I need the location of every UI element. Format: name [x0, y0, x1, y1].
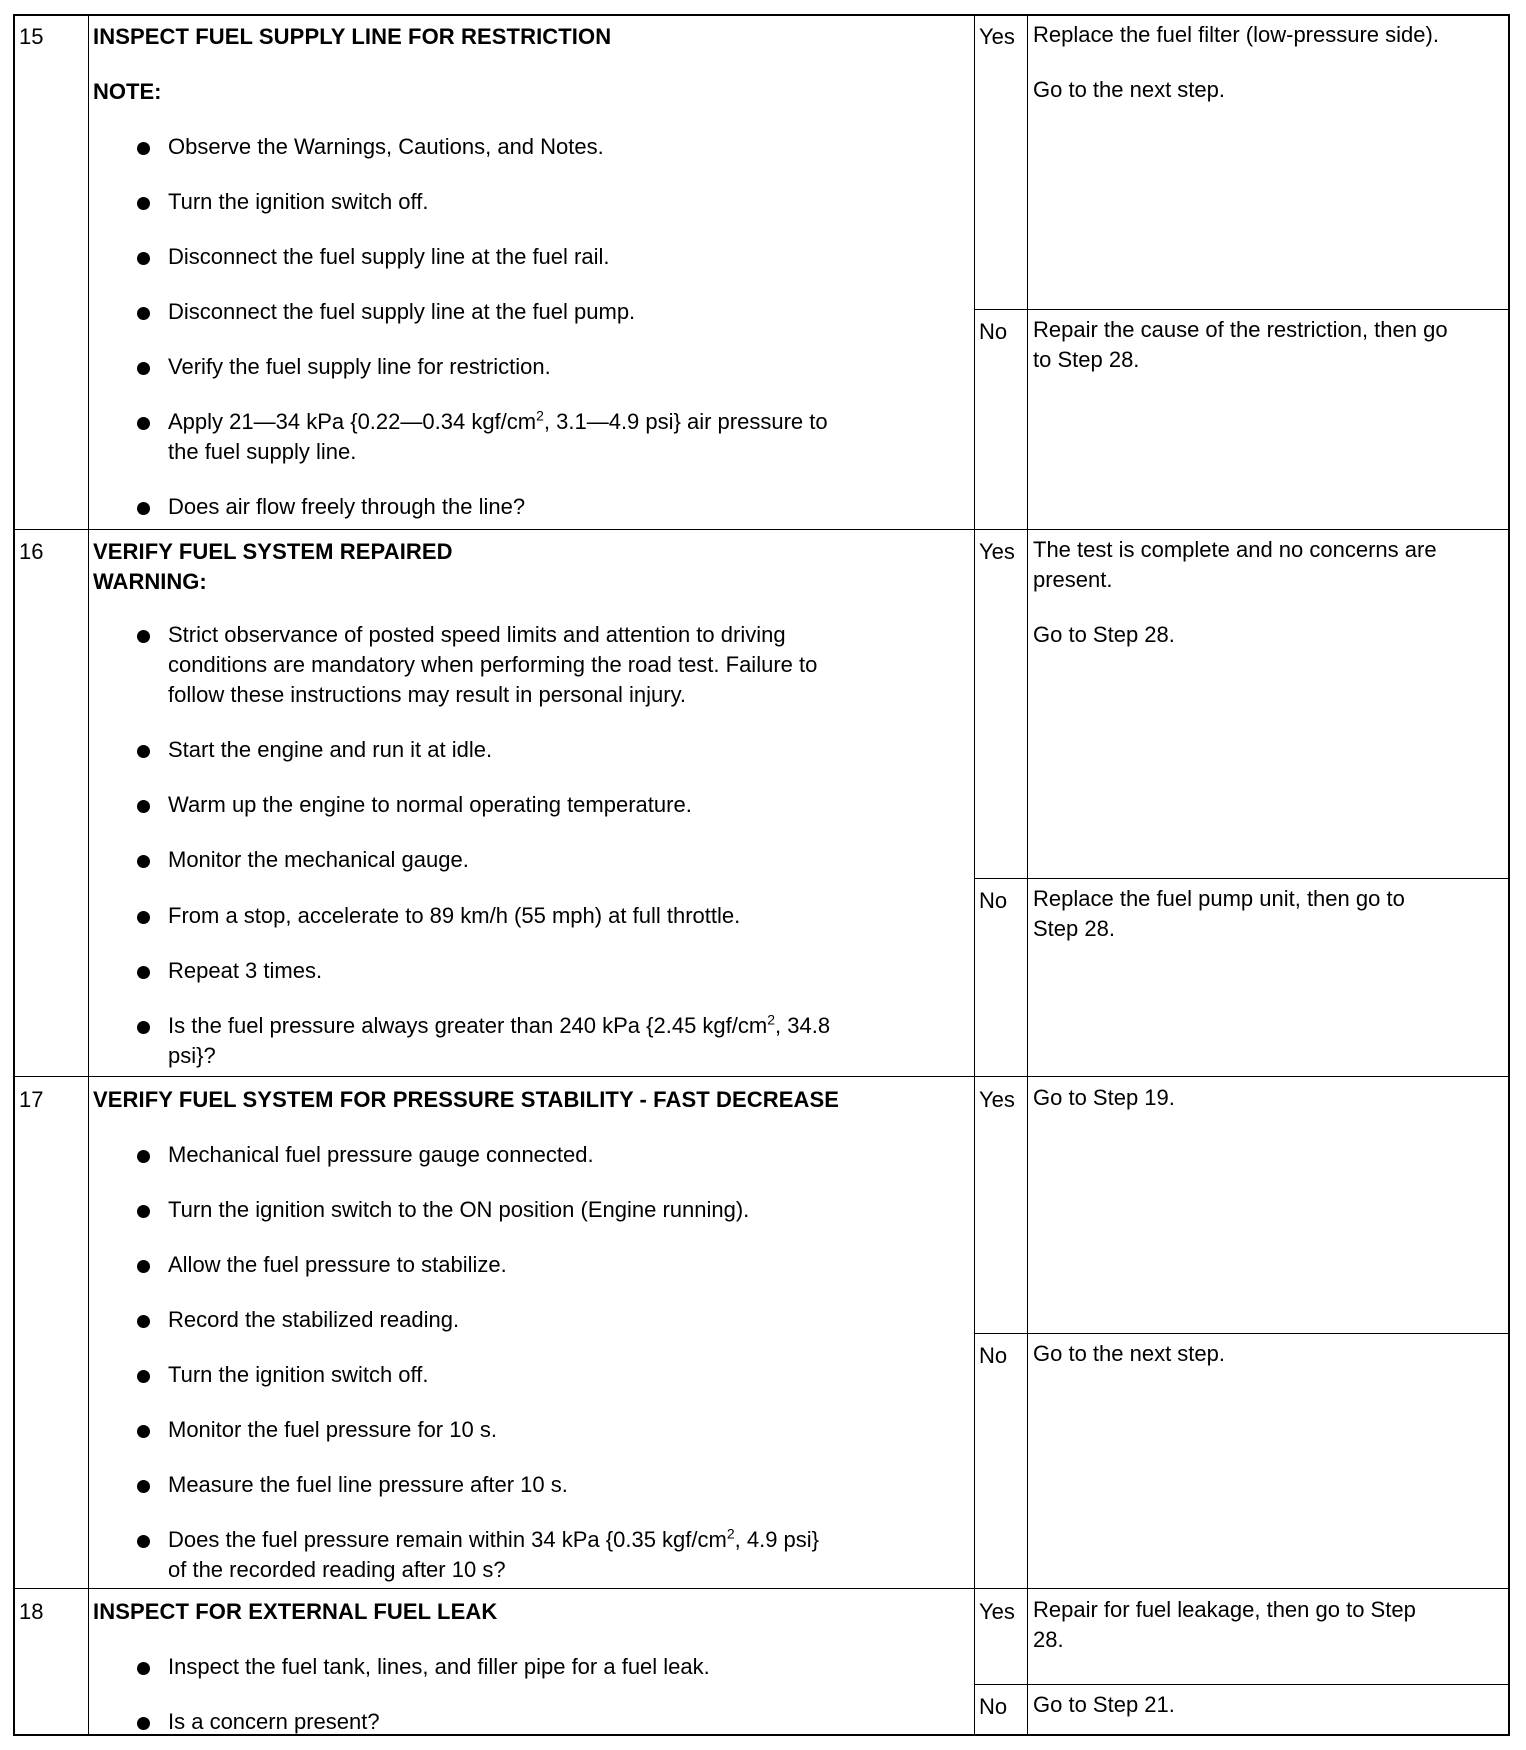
bullet-text-part: of the recorded reading after 10 s?: [168, 1557, 506, 1582]
no-result: [1033, 1339, 1513, 1369]
yes-label: Yes: [979, 24, 1015, 49]
row-divider-16-17: [13, 1076, 1510, 1077]
row-divider-17-18: [13, 1588, 1510, 1589]
bullet-text: Mechanical fuel pressure gauge connected.: [168, 1142, 594, 1167]
yes-result: [1033, 20, 1513, 105]
warning-line: conditions are mandatory when performing the road test. Failure to: [168, 652, 818, 677]
result-line: The test is complete and no concerns are: [1033, 537, 1437, 562]
step-title: INSPECT FOR EXTERNAL FUEL LEAK: [93, 1599, 498, 1624]
bullet-icon: [137, 630, 150, 643]
warning-label: WARNING:: [93, 569, 207, 594]
bullet-text-part: Apply 21—34 kPa {0.22—0.34 kgf/cm: [168, 409, 537, 434]
note-label: NOTE:: [93, 79, 162, 104]
result-line: to Step 28.: [1033, 347, 1140, 372]
col-divider-answer: [974, 14, 975, 1736]
bullet-icon: [137, 1150, 150, 1163]
bullet-text-part: Is the fuel pressure always greater than 240 kPa {2.45 kgf/cm: [168, 1013, 768, 1038]
result-line: Repair for fuel leakage, then go to Step: [1033, 1597, 1416, 1622]
yes-result: [1033, 1595, 1513, 1655]
bullet-icon: [137, 1021, 150, 1034]
bullet-icon: [137, 1260, 150, 1273]
bullet-text: Repeat 3 times.: [168, 958, 323, 983]
step-number: 16: [19, 539, 44, 564]
col-divider-step: [88, 14, 89, 1736]
yes-no-divider-15: [974, 309, 1510, 310]
no-label: No: [979, 319, 1008, 344]
yes-no-divider-16: [974, 878, 1510, 879]
superscript: 2: [726, 1525, 735, 1542]
bullet-text: Start the engine and run it at idle.: [168, 737, 493, 762]
step-title: INSPECT FUEL SUPPLY LINE FOR RESTRICTION: [93, 24, 612, 49]
col-divider-result: [1027, 14, 1028, 1736]
bullet-icon: [137, 502, 150, 515]
step-title: VERIFY FUEL SYSTEM REPAIRED: [93, 539, 453, 564]
yes-result: [1033, 1083, 1513, 1113]
bullet-text: Disconnect the fuel supply line at the fuel rail.: [168, 244, 610, 269]
bullet-icon: [137, 1535, 150, 1548]
bullet-text: Verify the fuel supply line for restriction.: [168, 354, 551, 379]
row-divider-15-16: [13, 529, 1510, 530]
yes-label: Yes: [979, 539, 1015, 564]
bullet-icon: [137, 1480, 150, 1493]
yes-no-divider-18: [974, 1684, 1510, 1685]
step-title: VERIFY FUEL SYSTEM FOR PRESSURE STABILITY - FAST DECREASE: [93, 1087, 840, 1112]
bullet-icon: [137, 966, 150, 979]
result-line: Go to Step 21.: [1033, 1692, 1175, 1717]
yes-label: Yes: [979, 1599, 1015, 1624]
bullet-text: Record the stabilized reading.: [168, 1307, 460, 1332]
no-label: No: [979, 1694, 1008, 1719]
bullet-icon: [137, 1662, 150, 1675]
no-label: No: [979, 888, 1008, 913]
bullet-icon: [137, 855, 150, 868]
no-result: [1033, 1690, 1513, 1720]
no-result: [1033, 315, 1513, 375]
bullet-text: Is a concern present?: [168, 1709, 380, 1734]
bullet-text-pressure: [168, 407, 958, 467]
bullet-text: Measure the fuel line pressure after 10 s.: [168, 1472, 568, 1497]
result-line: present.: [1033, 567, 1113, 592]
bullet-icon: [137, 1717, 150, 1730]
bullet-icon: [137, 1205, 150, 1218]
bullet-text: Observe the Warnings, Cautions, and Notes.: [168, 134, 604, 159]
bullet-text: Monitor the mechanical gauge.: [168, 847, 469, 872]
step-number: 18: [19, 1599, 44, 1624]
bullet-icon: [137, 1370, 150, 1383]
bullet-text-pressure: [168, 1011, 958, 1071]
result-line: Go to Step 19.: [1033, 1085, 1175, 1110]
superscript: 2: [767, 1011, 776, 1028]
bullet-text: Turn the ignition switch off.: [168, 189, 429, 214]
bullet-icon: [137, 1425, 150, 1438]
bullet-text: Warm up the engine to normal operating temperature.: [168, 792, 692, 817]
result-line: Go to the next step.: [1033, 1341, 1226, 1366]
result-line: Step 28.: [1033, 916, 1115, 941]
bullet-text-pressure: [168, 1525, 958, 1585]
bullet-icon: [137, 800, 150, 813]
result-line: 28.: [1033, 1627, 1064, 1652]
bullet-text-part: psi}?: [168, 1043, 216, 1068]
bullet-text: Turn the ignition switch off.: [168, 1362, 429, 1387]
warning-text: [168, 620, 958, 710]
bullet-icon: [137, 745, 150, 758]
bullet-icon: [137, 307, 150, 320]
warning-line: follow these instructions may result in personal injury.: [168, 682, 687, 707]
no-result: [1033, 884, 1513, 944]
no-label: No: [979, 1343, 1008, 1368]
bullet-text-part: , 34.8: [775, 1013, 831, 1038]
yes-label: Yes: [979, 1087, 1015, 1112]
result-line: Repair the cause of the restriction, then go: [1033, 317, 1448, 342]
bullet-icon: [137, 1315, 150, 1328]
yes-no-divider-17: [974, 1333, 1510, 1334]
bullet-text: Monitor the fuel pressure for 10 s.: [168, 1417, 497, 1442]
bullet-icon: [137, 252, 150, 265]
warning-line: Strict observance of posted speed limits and attention to driving: [168, 622, 786, 647]
result-line: Replace the fuel filter (low-pressure side).: [1033, 22, 1439, 47]
result-line: Go to the next step.: [1033, 77, 1226, 102]
bullet-text-part: the fuel supply line.: [168, 439, 357, 464]
bullet-icon: [137, 197, 150, 210]
step-number: 15: [19, 24, 44, 49]
bullet-text: Does air flow freely through the line?: [168, 494, 526, 519]
bullet-text: Allow the fuel pressure to stabilize.: [168, 1252, 507, 1277]
result-line: Replace the fuel pump unit, then go to: [1033, 886, 1405, 911]
bullet-text-part: , 3.1—4.9 psi} air pressure to: [543, 409, 828, 434]
bullet-text: Inspect the fuel tank, lines, and filler pipe for a fuel leak.: [168, 1654, 710, 1679]
superscript: 2: [536, 407, 544, 424]
bullet-icon: [137, 362, 150, 375]
result-line: Go to Step 28.: [1033, 622, 1175, 647]
bullet-text: Turn the ignition switch to the ON position (Engine running).: [168, 1197, 750, 1222]
bullet-icon: [137, 142, 150, 155]
bullet-text: Disconnect the fuel supply line at the fuel pump.: [168, 299, 636, 324]
yes-result: [1033, 535, 1513, 650]
bullet-icon: [137, 911, 150, 924]
step-number: 17: [19, 1087, 44, 1112]
bullet-text-part: , 4.9 psi}: [734, 1527, 820, 1552]
bullet-text-part: Does the fuel pressure remain within 34 kPa {0.35 kgf/cm: [168, 1527, 727, 1552]
bullet-text: From a stop, accelerate to 89 km/h (55 mph) at full throttle.: [168, 903, 741, 928]
bullet-icon: [137, 417, 150, 430]
